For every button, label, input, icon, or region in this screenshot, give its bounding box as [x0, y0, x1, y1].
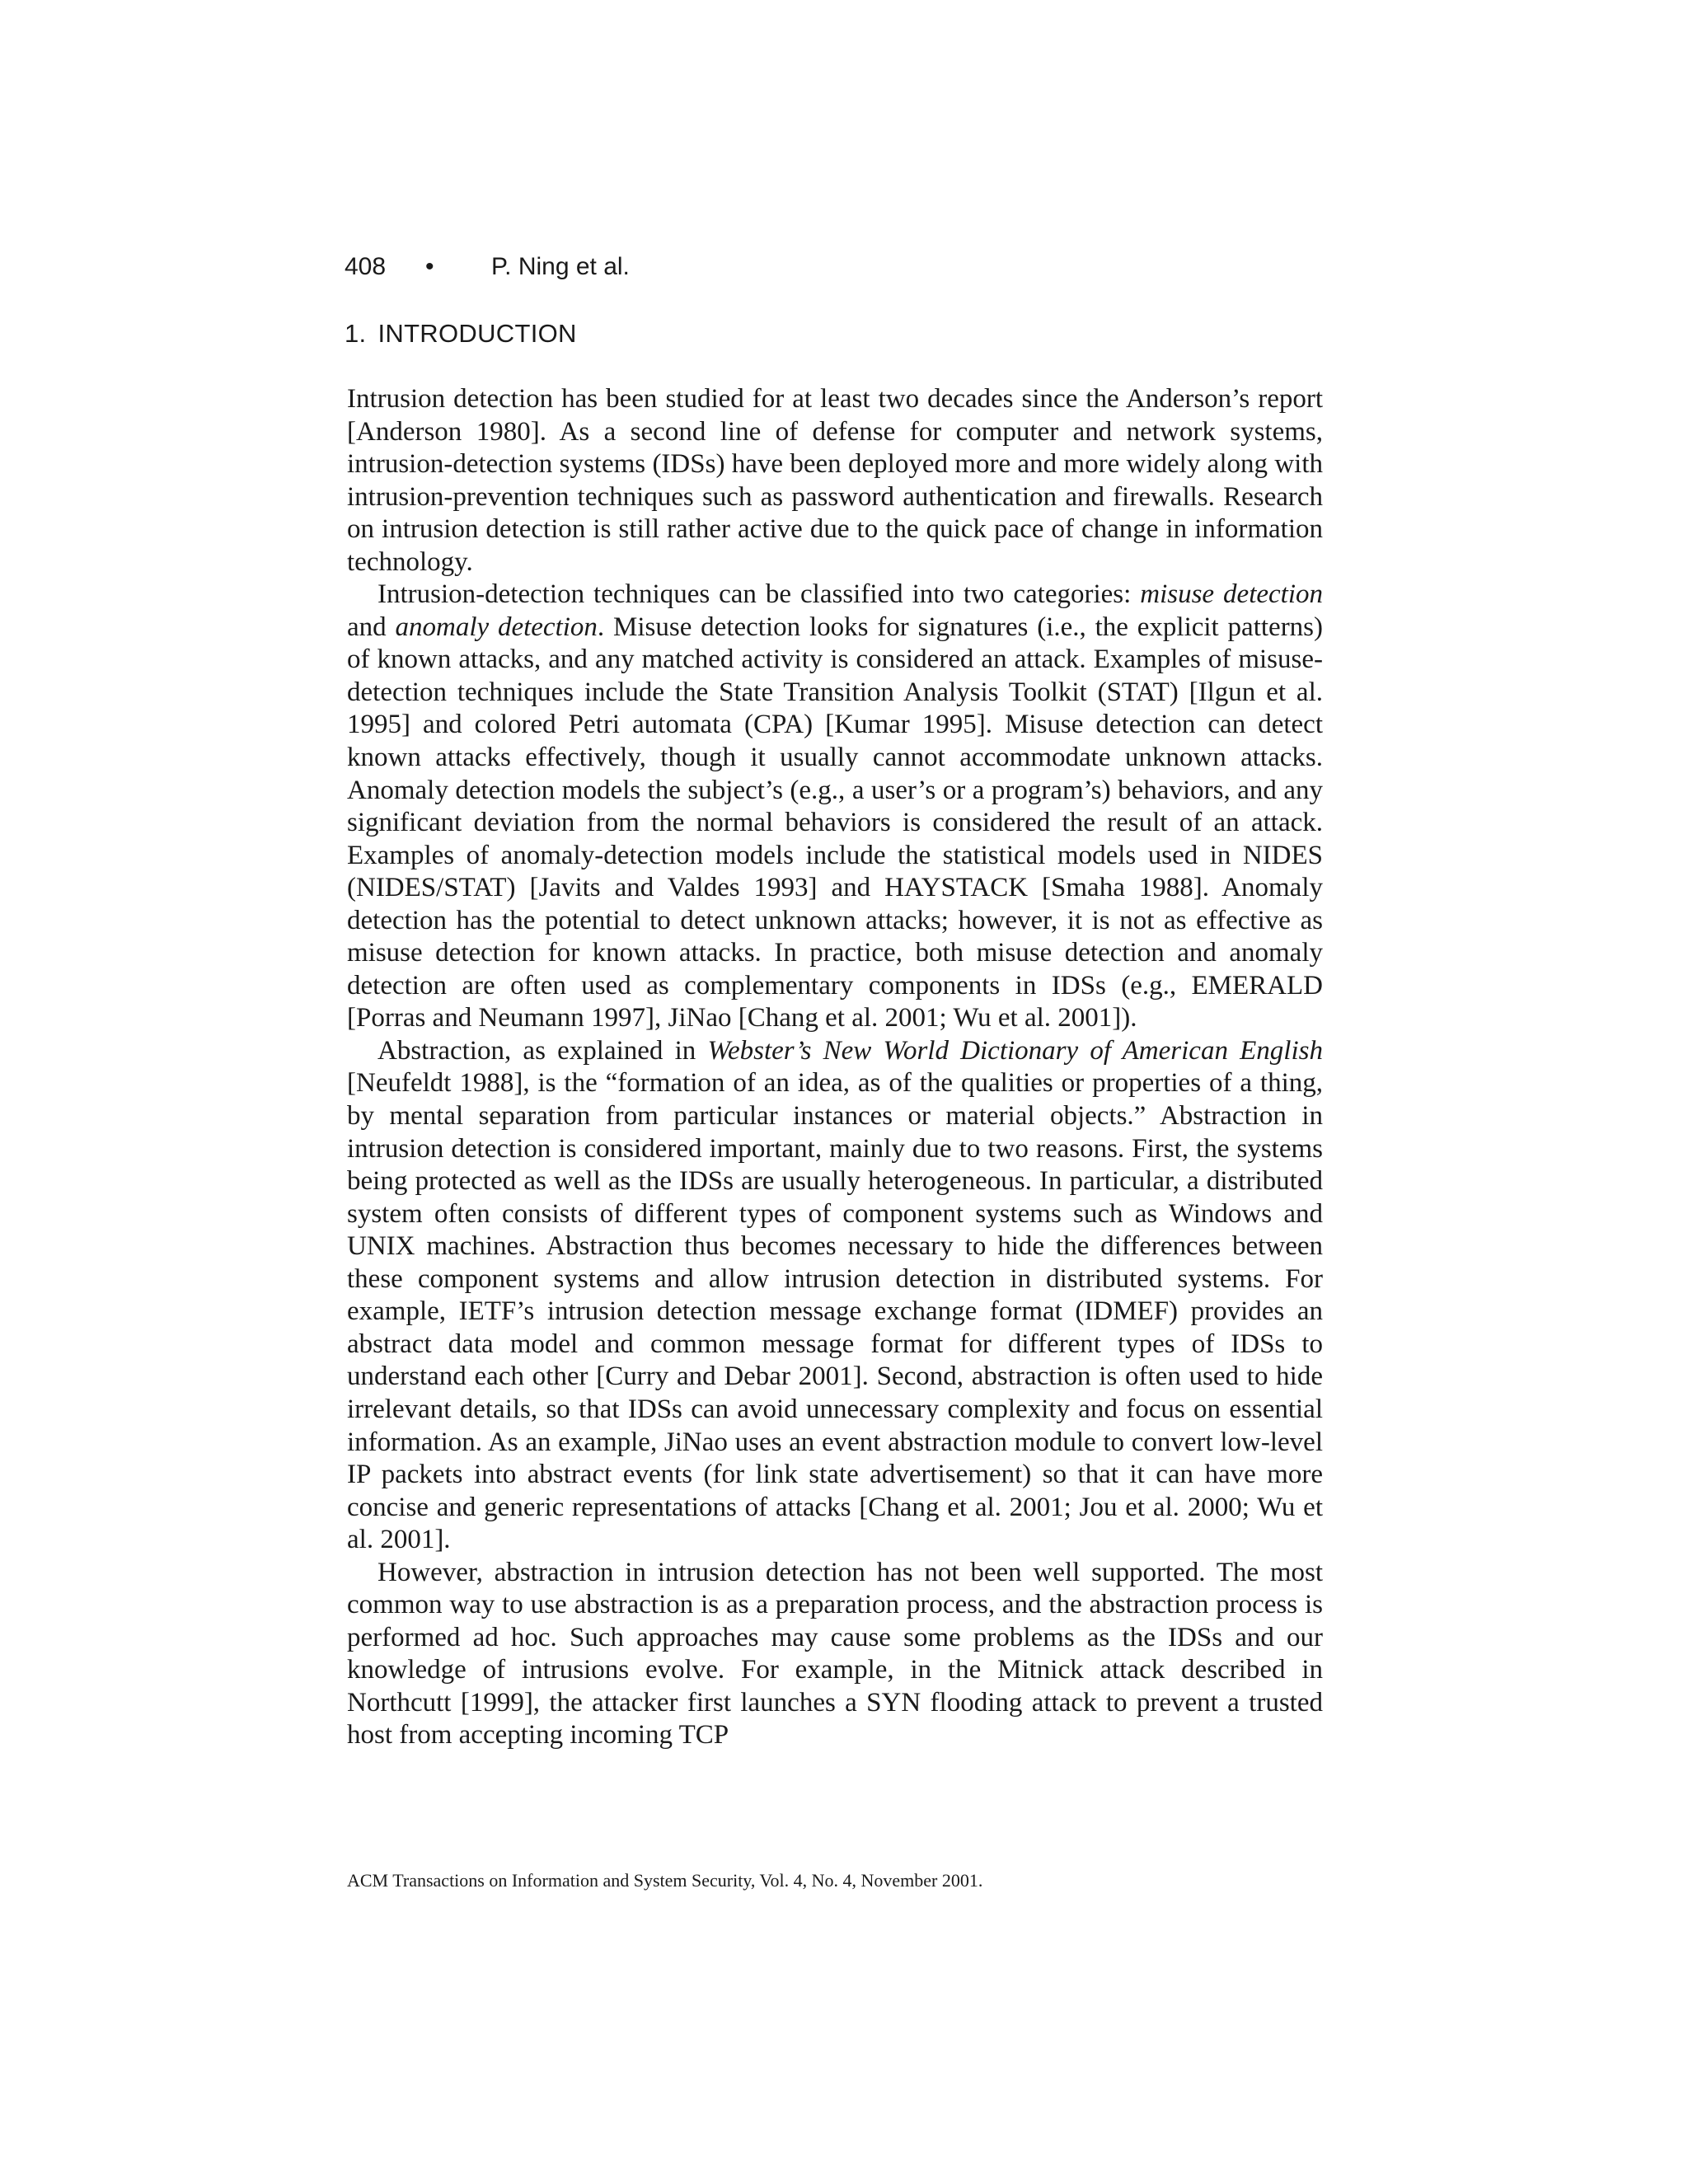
running-head-authors: P. Ning et al.	[491, 253, 630, 280]
section-title: INTRODUCTION	[377, 319, 577, 348]
paragraph-2	[347, 579, 1323, 1035]
paragraph-3-text-a: Abstraction, as explained in	[377, 1035, 708, 1066]
paragraph-3-text-c: [Neufeldt 1988], is the “formation of an idea, as of the qualities or properties of a thing, by mental separation from particular instances or material objects.” Abstraction in intrusion detection is considered important, mainly due to two reasons. First, the systems being protected as well as the IDSs are usually heterogeneous. In particular, a distributed system often consists of different types of component systems such as Windows and UNIX machines. Abstraction thus becomes necessary to hide the differences between these component systems and allow intrusion detection in distributed systems. For example, IETF’s intrusion detection message exchange format (IDMEF) provides an abstract data model and common message format for different types of IDSs to understand each other [Curry and Debar 2001]. Second, abstraction is often used to hide irrelevant details, so that IDSs can avoid unnecessary complexity and focus on essential information. As an example, JiNao uses an event abstraction module to convert low-level IP packets into abstract events (for link state advertisement) so that it can have more concise and generic representations of attacks [Chang et al. 2001; Jou et al. 2000; Wu et al. 2001].	[347, 1068, 1323, 1555]
italic-term-misuse-detection: misuse detection	[1140, 579, 1323, 610]
page-number: 408	[345, 253, 387, 280]
italic-term-anomaly-detection: anomaly detection	[395, 612, 598, 642]
paragraph-2-text-c: and	[347, 612, 396, 642]
paragraph-2-text-e: . Misuse detection looks for signatures (i.e., the explicit patterns) of known attacks, and any matched activity is considered an attack. Examples of misuse-detection techniques include the State Transition Analysis Toolkit (STAT) [Ilgun et al. 1995] and colored Petri automata (CPA) [Kumar 1995]. Misuse detection can detect known attacks effectively, though it usually cannot accommodate unknown attacks. Anomaly detection models the subject’s (e.g., a user’s or a program’s) behaviors, and any significant deviation from the normal behaviors is considered the result of an attack. Examples of anomaly-detection models include the statistical models used in NIDES (NIDES/STAT) [Javits and Valdes 1993] and HAYSTACK [Smaha 1988]. Anomaly detection has the potential to detect unknown attacks; however, it is not as effective as misuse detection for known attacks. In practice, both misuse detection and anomaly detection are often used as complementary components in IDSs (e.g., EMERALD [Porras and Neumann 1997], JiNao [Chang et al. 2001; Wu et al. 2001]).	[347, 612, 1324, 1033]
section-number: 1.	[345, 319, 367, 348]
journal-footer: ACM Transactions on Information and System Security, Vol. 4, No. 4, November 2001.	[347, 1870, 983, 1891]
italic-dictionary-title: Webster’s New World Dictionary of American English	[707, 1035, 1323, 1066]
paragraph-1: Intrusion detection has been studied for at least two decades since the Anderson’s report [Anderson 1980]. As a second line of defense for computer and network systems, intrusion-detection systems (IDSs) have been deployed more and more widely along with intrusion-prevention techniques such as password authentication and firewalls. Research on intrusion detection is still rather active due to the quick pace of change in information technology.	[347, 384, 1323, 577]
header-bullet: •	[425, 253, 434, 280]
body-text	[347, 383, 1323, 1752]
paragraph-3	[347, 1035, 1323, 1557]
paragraph-2-text-a: Intrusion-detection techniques can be classified into two categories:	[377, 579, 1141, 610]
section-heading	[345, 318, 577, 349]
paragraph-4: However, abstraction in intrusion detection has not been well supported. The most common way to use abstraction is as a preparation process, and the abstraction process is performed ad hoc. Such approaches may cause some problems as the IDSs and our knowledge of intrusions evolve. For example, in the Mitnick attack described in Northcutt [1999], the attacker first launches a SYN flooding attack to prevent a trusted host from accepting incoming TCP	[347, 1557, 1323, 1750]
running-head	[345, 252, 630, 282]
